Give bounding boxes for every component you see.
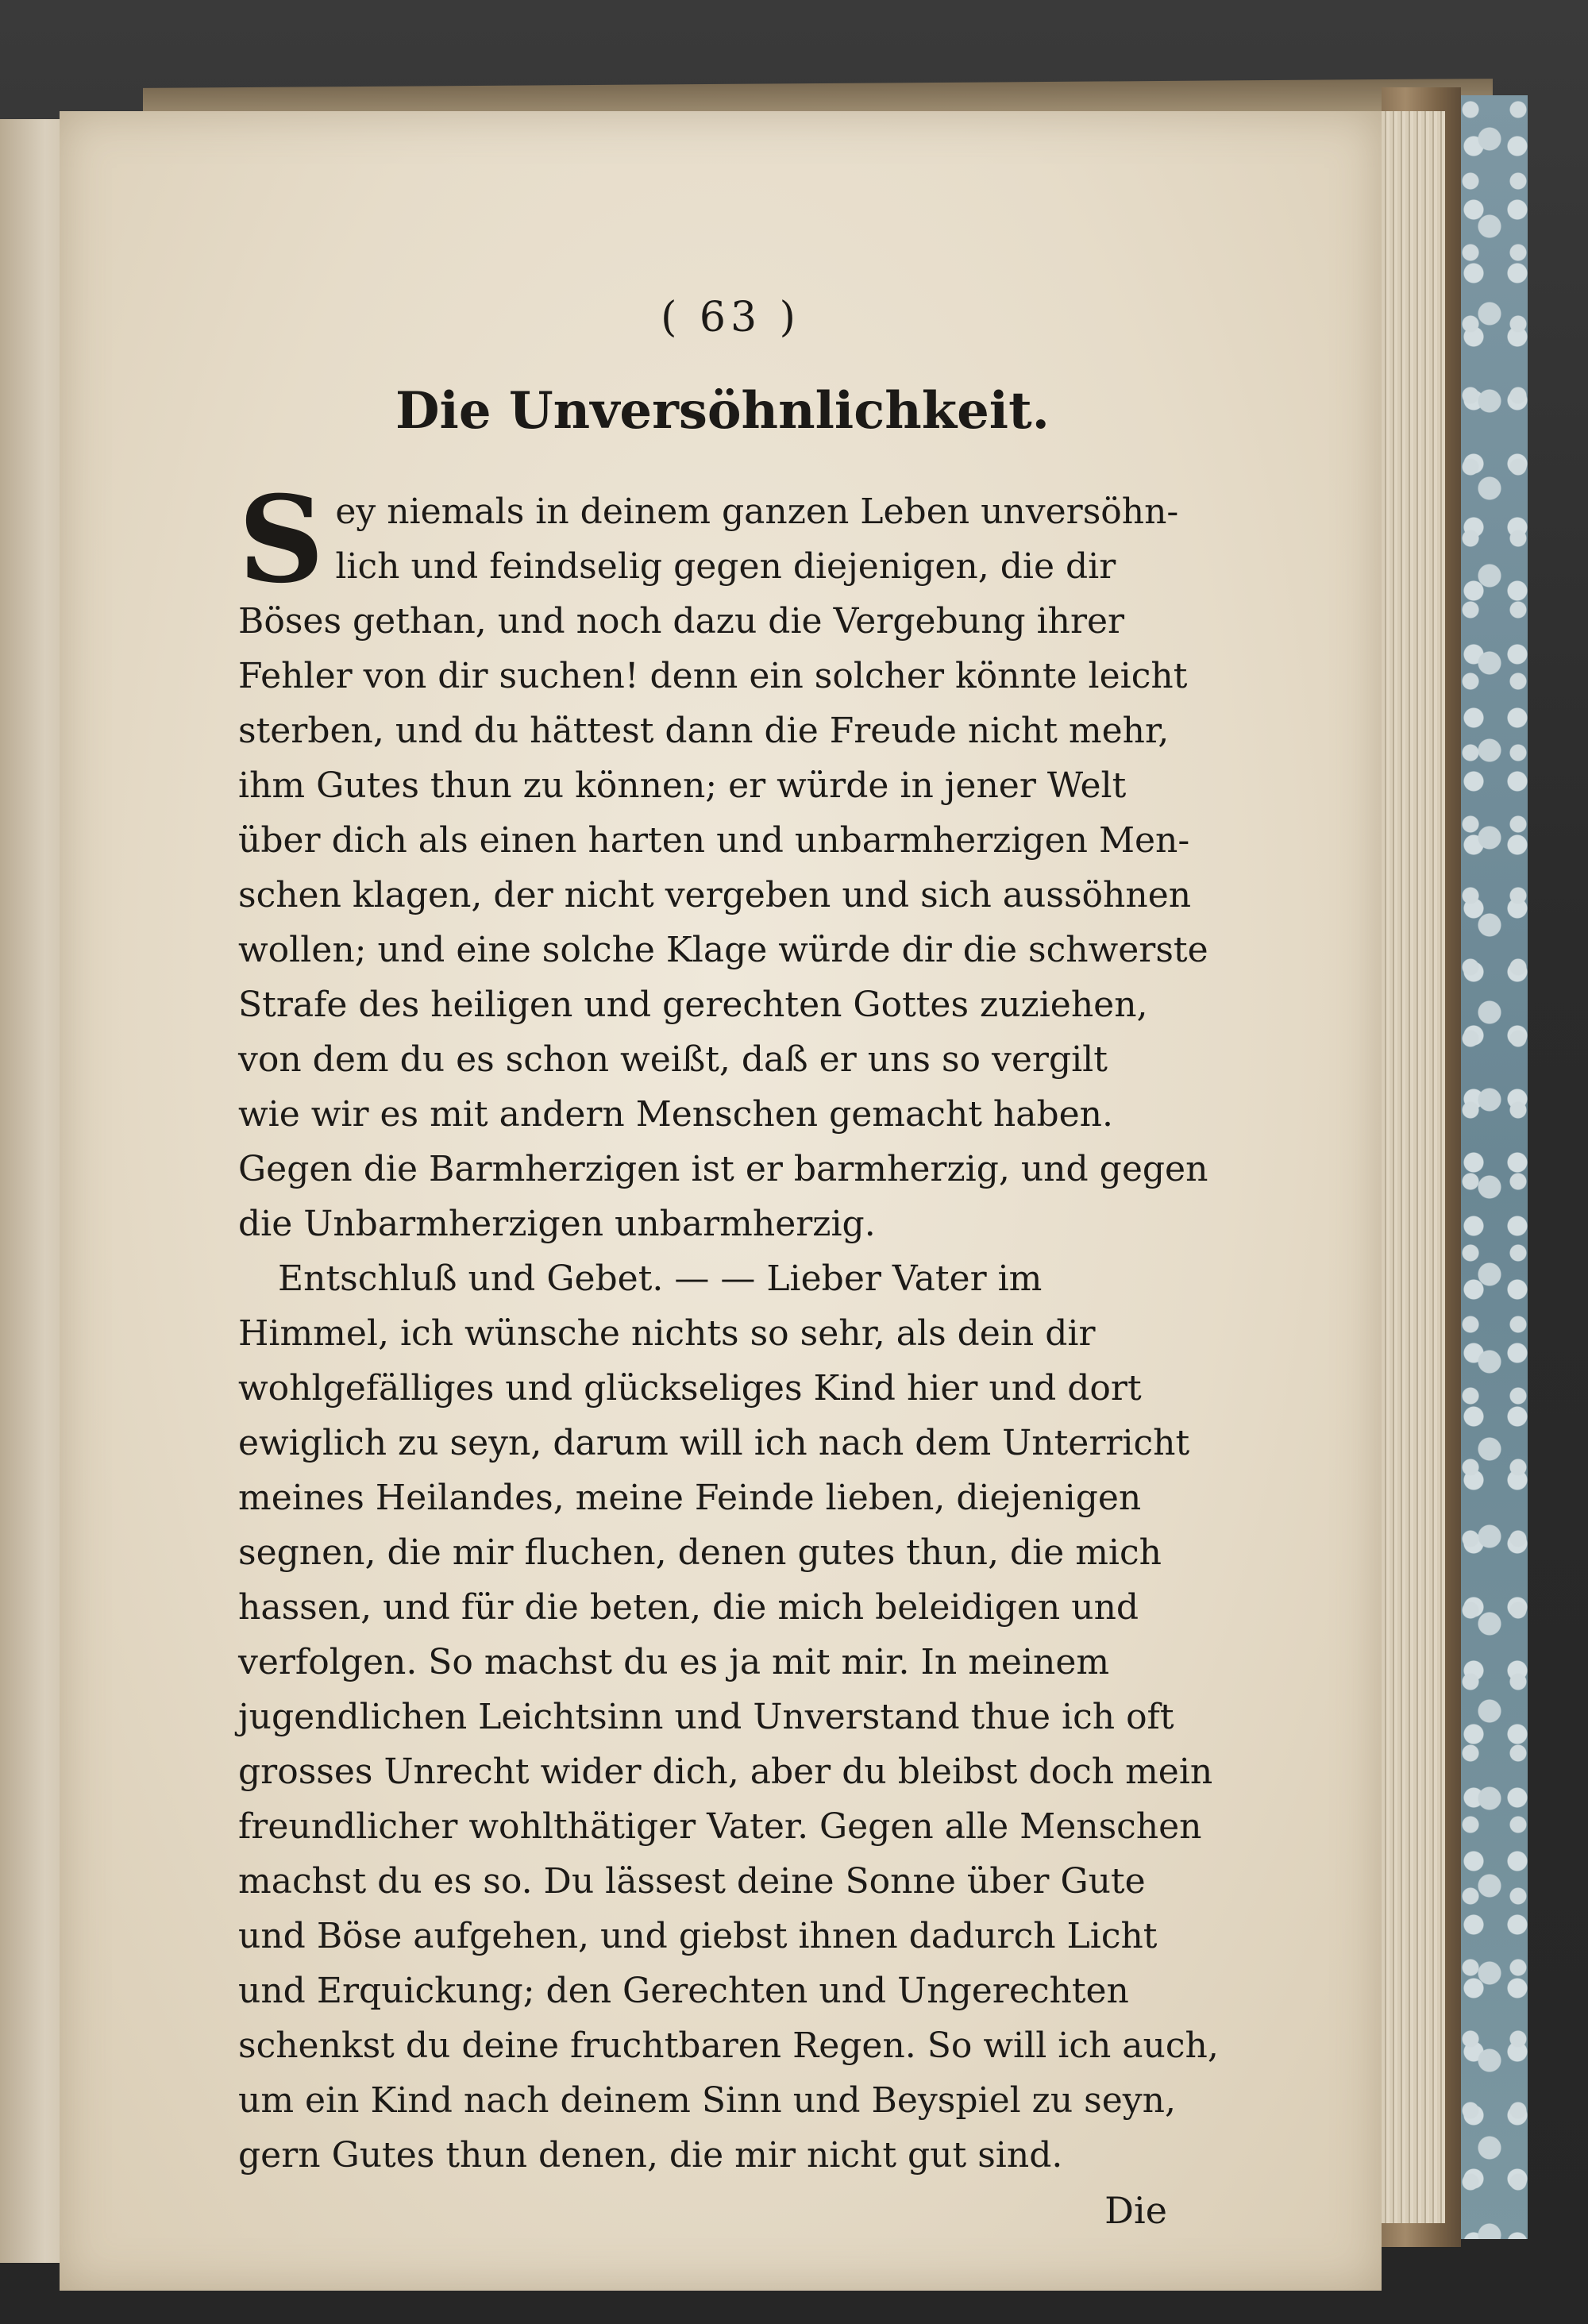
paragraph-1: [238, 470, 1208, 1251]
text-line: lich und feindselig gegen diejenigen, die dir: [335, 546, 1116, 587]
text-line: machst du es so. Du lässest deine Sonne über Gute: [238, 1861, 1146, 1902]
text-line: Entschluß und Gebet. — — Lieber Vater im: [278, 1258, 1043, 1299]
text-line: Strafe des heiligen und gerechten Gottes zuziehen,: [238, 985, 1148, 1025]
text-line: die Unbarmherzigen unbarmherzig.: [238, 1204, 876, 1244]
text-line: und Erquickung; den Gerechten und Ungerechten: [238, 1971, 1129, 2011]
text-line: Himmel, ich wünsche nichts so sehr, als dein dir: [238, 1313, 1096, 1354]
text-line: Böses gethan, und noch dazu die Vergebung ihrer: [238, 601, 1125, 642]
page-number: ( 63 ): [661, 294, 800, 341]
text-line: wie wir es mit andern Menschen gemacht haben.: [238, 1094, 1113, 1135]
text-line: ey niemals in deinem ganzen Leben unversöhn-: [335, 491, 1179, 532]
text-line: segnen, die mir fluchen, denen gutes thun, die mich: [238, 1532, 1162, 1573]
text-line: von dem du es schon weißt, daß er uns so vergilt: [238, 1039, 1108, 1080]
text-line: schenkst du deine fruchtbaren Regen. So will ich auch,: [238, 2025, 1219, 2066]
text-line: sterben, und du hättest dann die Freude nicht mehr,: [238, 711, 1170, 751]
text-line: hassen, und für die beten, die mich beleidigen und: [238, 1587, 1139, 1628]
text-block: [238, 294, 1219, 2232]
text-line: über dich als einen harten und unbarmherzigen Men-: [238, 820, 1190, 861]
text-line: ihm Gutes thun zu können; er würde in jener Welt: [238, 765, 1127, 806]
text-line: meines Heilandes, meine Feinde lieben, diejenigen: [238, 1478, 1142, 1518]
text-line: verfolgen. So machst du es ja mit mir. In meinem: [238, 1642, 1110, 1682]
text-line: gern Gutes thun denen, die mir nicht gut sind.: [238, 2135, 1063, 2176]
text-line: um ein Kind nach deinem Sinn und Beyspiel zu seyn,: [238, 2080, 1176, 2121]
text-line: wohlgefälliges und glückseliges Kind hier und dort: [238, 1368, 1142, 1409]
text-line: schen klagen, der nicht vergeben und sich aussöhnen: [238, 875, 1192, 915]
text-line: grosses Unrecht wider dich, aber du bleibst doch mein: [238, 1752, 1213, 1792]
drop-cap: S: [238, 470, 325, 610]
text-line: wollen; und eine solche Klage würde dir die schwerste: [238, 930, 1208, 970]
chapter-title: Die Unversöhnlichkeit.: [395, 381, 1050, 441]
catchword: Die: [1104, 2189, 1167, 2232]
book-page: [60, 111, 1382, 2291]
text-line: ewiglich zu seyn, darum will ich nach dem Unterricht: [238, 1423, 1190, 1463]
text-line: Gegen die Barmherzigen ist er barmherzig, und gegen: [238, 1149, 1208, 1189]
paragraph-2: [238, 1251, 1219, 2183]
book-cover-edge: [1453, 95, 1528, 2239]
text-line: Fehler von dir suchen! denn ein solcher könnte leicht: [238, 656, 1188, 696]
text-line: freundlicher wohlthätiger Vater. Gegen alle Menschen: [238, 1806, 1202, 1847]
text-line: jugendlichen Leichtsinn und Unverstand thue ich oft: [238, 1697, 1174, 1737]
text-line: und Böse aufgehen, und giebst ihnen dadurch Licht: [238, 1916, 1158, 1956]
